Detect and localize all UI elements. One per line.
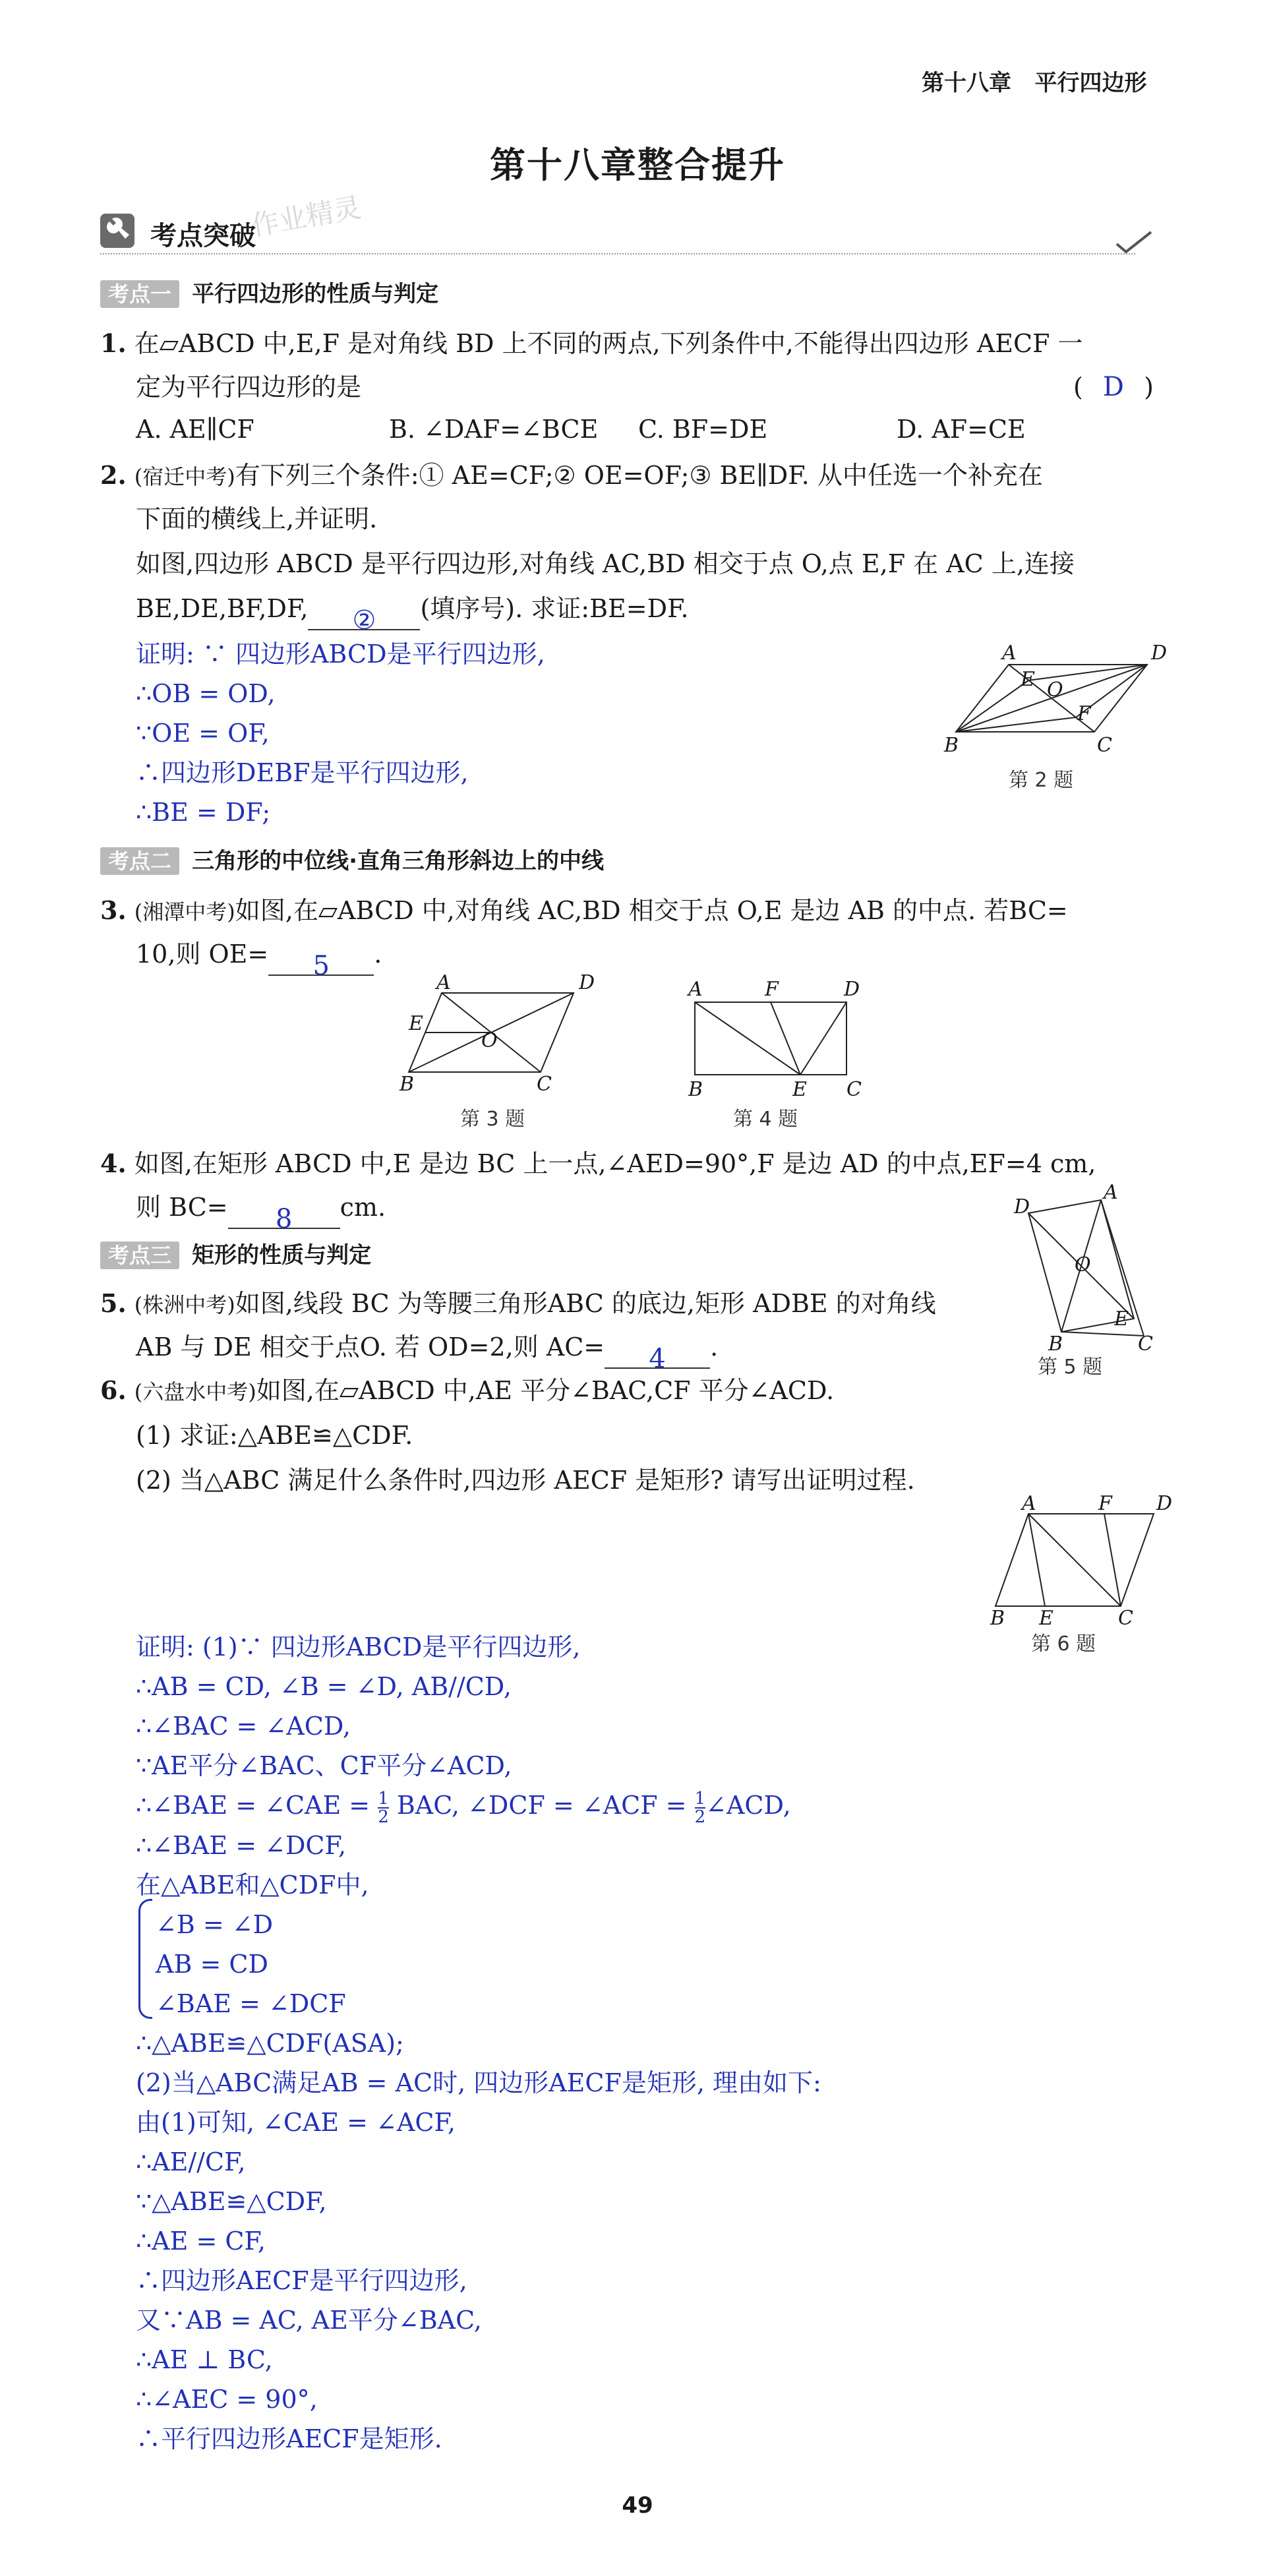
q1-option-a: A. AE∥CF: [136, 415, 254, 444]
q5-line2: [136, 1325, 719, 1374]
q6-proof-line: ∠B = ∠D: [156, 1909, 274, 1939]
section-rule: [100, 253, 1135, 255]
q6-proof-line: ∴∠BAE = ∠DCF,: [136, 1830, 347, 1860]
label-f: F: [1077, 702, 1091, 725]
q6-proof-line: ∠BAE = ∠DCF: [156, 1989, 346, 2018]
caption-q5: 第 5 题: [1038, 1356, 1103, 1379]
q6-part2: (2) 当△ABC 满足什么条件时,四边形 AECF 是矩形? 请写出证明过程.: [136, 1466, 915, 1495]
caption-q2: 第 2 题: [1009, 769, 1074, 792]
q3-number: 3.: [100, 895, 127, 925]
q4-line1: [100, 1142, 1096, 1185]
kp1-heading: [100, 276, 438, 308]
q2-blank: [308, 599, 420, 636]
q5-blank: [605, 1337, 710, 1374]
label-c: C: [846, 1078, 862, 1101]
q3-line2: [136, 932, 382, 981]
q2-answer: ②: [352, 605, 376, 636]
q5-source: (株洲中考): [134, 1292, 235, 1317]
q2-proof-line: ∵OE = OF,: [136, 719, 270, 748]
q2-proof: [136, 634, 545, 832]
q4-seg-de: [800, 1002, 846, 1075]
q6-proof-part: BAC, ∠DCF = ∠ACF =: [388, 1791, 695, 1820]
header-chapter: 第十八章: [922, 70, 1011, 96]
q6-stem-1: 如图,在▱ABCD 中,AE 平分∠BAC,CF 平分∠ACD.: [256, 1376, 835, 1405]
label-c: C: [1138, 1333, 1153, 1352]
frac-den: 2: [694, 1807, 706, 1827]
q6-proof-line: (2)当△ABC满足AB = AC时, 四边形AECF是矩形, 理由如下:: [136, 2068, 821, 2097]
label-o: O: [1047, 678, 1063, 702]
wrench-icon: [100, 214, 134, 248]
q5-stem-1: 如图,线段 BC 为等腰三角形ABC 的底边,矩形 ADBE 的对角线: [235, 1289, 936, 1318]
q4-stem-2a: 则 BC=: [136, 1193, 228, 1222]
q6-proof-line: ∴∠BAC = ∠ACD,: [136, 1712, 351, 1741]
q3-blank: [268, 944, 374, 981]
q5-stem-2a: AB 与 DE 相交于点O. 若 OD=2,则 AC=: [136, 1333, 605, 1362]
label-b: B: [1048, 1333, 1063, 1352]
caption-q6: 第 6 题: [1031, 1632, 1096, 1656]
q6-proof-line: 证明: (1)∵ 四边形ABCD是平行四边形,: [136, 1632, 581, 1662]
q2-line1: [100, 454, 1043, 498]
label-b: B: [990, 1607, 1005, 1626]
frac-num: 1: [694, 1788, 706, 1809]
q1-line1: [100, 322, 1083, 365]
label-b: B: [944, 734, 959, 757]
q2-proof-line: ∴BE = DF;: [136, 798, 271, 827]
q3-stem-2a: 10,则 OE=: [136, 940, 269, 969]
q6-proof-line: ∴AE ⊥ BC,: [136, 2345, 273, 2374]
q2-source: (宿迁中考): [134, 464, 235, 489]
q6-proof: [136, 1627, 821, 2459]
label-a: A: [688, 978, 703, 1001]
q6-proof-line: ∵AE平分∠BAC、CF平分∠ACD,: [136, 1751, 512, 1780]
q6-proof-line: ∴∠AEC = 90°,: [136, 2384, 318, 2414]
q3-answer: 5: [312, 951, 330, 981]
q5-stem-2b: .: [710, 1333, 719, 1362]
label-e: E: [409, 1012, 423, 1035]
label-d: D: [1156, 1494, 1173, 1515]
kp1-tag: 考点一: [100, 280, 179, 308]
q6-proof-line: ∴四边形AECF是平行四边形,: [136, 2265, 467, 2295]
fraction: [695, 1790, 706, 1826]
q6-proof-line: 由(1)可知, ∠CAE = ∠ACF,: [136, 2107, 456, 2137]
label-c: C: [537, 1073, 552, 1096]
q6-proof-line: 在△ABE和△CDF中,: [136, 1870, 369, 1900]
paren-close: ): [1144, 373, 1154, 402]
watermark: 作业精灵: [249, 191, 364, 243]
q2-stem-3: 如图,四边形 ABCD 是平行四边形,对角线 AC,BD 相交于点 O,点 E,F 在 AC 上,连接: [136, 549, 1075, 578]
q2-proof-line: ∴四边形DEBF是平行四边形,: [136, 758, 469, 787]
label-f: F: [1098, 1494, 1112, 1515]
kp3-heading: [100, 1237, 371, 1269]
q1-option-b: B. ∠DAF=∠BCE: [389, 415, 599, 444]
q4-answer: 8: [275, 1204, 293, 1234]
label-b: B: [688, 1078, 703, 1101]
q5-answer: 4: [649, 1344, 666, 1374]
kp3-text: 矩形的性质与判定: [192, 1242, 372, 1269]
q6-proof-part: ∴∠BAE = ∠CAE =: [136, 1791, 378, 1820]
q6-proof-line: ∴AB = CD, ∠B = ∠D, AB//CD,: [136, 1672, 512, 1701]
label-d: D: [1014, 1195, 1030, 1218]
label-a: A: [1104, 1181, 1118, 1204]
system-brace: [138, 1899, 152, 2019]
label-o: O: [481, 1029, 498, 1052]
q1-stem-1: 在▱ABCD 中,E,F 是对角线 BD 上不同的两点,下列条件中,不能得出四边形 AECF 一: [134, 329, 1083, 358]
check-icon: [1114, 229, 1154, 258]
q6-source: (六盘水中考): [134, 1379, 256, 1404]
q2-number: 2.: [100, 460, 127, 490]
kp2-tag: 考点二: [100, 847, 179, 875]
q3-stem-1: 如图,在▱ABCD 中,对角线 AC,BD 相交于点 O,E 是边 AB 的中点. 若BC=: [235, 896, 1068, 925]
q6-number: 6.: [100, 1375, 127, 1405]
caption-q4: 第 4 题: [733, 1108, 798, 1131]
frac-num: 1: [378, 1788, 389, 1809]
header-space: [99, 105, 1154, 106]
label-o: O: [1075, 1253, 1091, 1276]
q3-line1: [100, 889, 1068, 934]
kp1-text: 平行四边形的性质与判定: [192, 281, 439, 307]
q1-number: 1.: [100, 328, 127, 358]
figure-q2: [936, 633, 1187, 765]
q3-stem-2b: .: [374, 940, 382, 969]
q6-proof-line: ∴AE = CF,: [136, 2226, 266, 2256]
label-d: D: [844, 978, 860, 1001]
q1-option-d: D. AF=CE: [897, 415, 1026, 444]
q1-answer-paren: [1073, 365, 1154, 409]
caption-q3: 第 3 题: [460, 1108, 525, 1131]
figure-q3: [396, 973, 607, 1098]
q6-line1: [100, 1369, 834, 1414]
kp2-text: 三角形的中位线·直角三角形斜边上的中线: [192, 848, 605, 874]
figure-q5: [1002, 1180, 1160, 1352]
label-a: A: [436, 973, 451, 994]
label-d: D: [1151, 642, 1168, 665]
q6-part1: (1) 求证:△ABE≌△CDF.: [136, 1421, 413, 1450]
label-c: C: [1097, 734, 1112, 757]
running-header: [922, 65, 1147, 97]
q4-number: 4.: [100, 1149, 127, 1178]
fraction: [378, 1790, 389, 1826]
label-a: A: [1022, 1494, 1036, 1515]
page-number: 49: [622, 2492, 653, 2519]
q5-line1: [100, 1282, 936, 1327]
label-e: E: [792, 1078, 807, 1101]
q6-proof-line: [136, 1785, 821, 1826]
label-c: C: [1118, 1607, 1133, 1626]
q5-seg-bc: [1061, 1332, 1144, 1336]
q6-proof-line: 又∵AB = AC, AE平分∠BAC,: [136, 2305, 482, 2335]
page-title: 第十八章整合提升: [490, 144, 785, 186]
label-f: F: [765, 978, 779, 1001]
q2-stem-2: 下面的横线上,并证明.: [136, 504, 378, 533]
q4-stem-2b: cm.: [340, 1193, 386, 1222]
label-a: A: [1002, 642, 1017, 665]
label-e: E: [1039, 1607, 1053, 1626]
q1-option-c: C. BF=DE: [638, 415, 768, 444]
section-heading: 考点突破: [150, 221, 256, 251]
q2-proof-line: 证明: ∵ 四边形ABCD是平行四边形,: [136, 640, 545, 669]
q1-answer: D: [1102, 372, 1124, 402]
q2-proof-line: ∴OB = OD,: [136, 679, 276, 708]
label-e: E: [1114, 1307, 1129, 1331]
kp2-heading: [100, 843, 604, 875]
figure-q4: [682, 976, 866, 1101]
q2-stem-1: 有下列三个条件:① AE=CF;② OE=OF;③ BE∥DF. 从中任选一个补充在: [235, 461, 1043, 490]
q4-seg-ae: [695, 1002, 800, 1075]
q6-proof-line: ∴平行四边形AECF是矩形.: [136, 2424, 442, 2453]
q4-stem-1: 如图,在矩形 ABCD 中,E 是边 BC 上一点,∠AED=90°,F 是边 AD 的中点,EF=4 cm,: [134, 1149, 1096, 1178]
q2-stem-4a: BE,DE,BF,DF,: [136, 594, 309, 623]
q2-stem-4: [136, 587, 689, 636]
q6-proof-part: ∠ACD,: [705, 1791, 791, 1820]
label-b: B: [400, 1073, 415, 1096]
q6-proof-line: AB = CD: [156, 1949, 268, 1979]
q4-line2: [136, 1185, 386, 1234]
header-topic: 平行四边形: [1034, 70, 1147, 96]
q6-proof-line: ∴AE//CF,: [136, 2147, 246, 2176]
frac-den: 2: [378, 1807, 389, 1827]
q2-stem-4b: (填序号). 求证:BE=DF.: [420, 594, 689, 623]
q6-proof-line: ∵△ABE≌△CDF,: [136, 2186, 327, 2216]
label-d: D: [579, 973, 595, 994]
figure-q6: [989, 1494, 1173, 1626]
paren-open: (: [1073, 373, 1083, 402]
q5-number: 5.: [100, 1288, 127, 1318]
q3-source: (湘潭中考): [134, 899, 235, 924]
label-e: E: [1021, 668, 1035, 691]
q4-blank: [228, 1197, 340, 1234]
kp3-tag: 考点三: [100, 1242, 179, 1269]
q1-stem-2: 定为平行四边形的是: [136, 373, 362, 402]
q6-proof-line: ∴△ABE≌△CDF(ASA);: [136, 2028, 404, 2058]
